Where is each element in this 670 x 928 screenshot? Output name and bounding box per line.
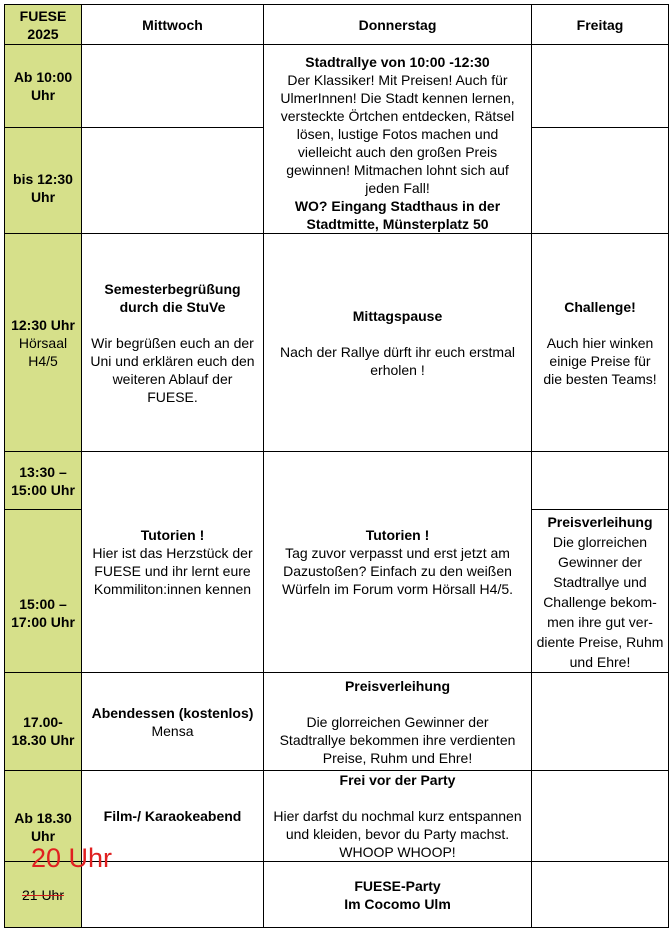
preisverleihung-donnerstag-title: Preisverleihung [344, 677, 451, 694]
abendessen-place: Mensa [151, 722, 194, 739]
row-1000 [5, 45, 669, 128]
time-1330: 13:30 – 15:00 Uhr [5, 452, 82, 510]
preisverleihung-freitag-cell [532, 510, 669, 673]
row-1700 [5, 673, 669, 771]
freitag-party-empty [532, 862, 669, 928]
tutorien-mittwoch-text: Hier ist das Herzstück der FUESE und ihr lernt eure Kommiliton:innen kennen [92, 545, 253, 597]
column-header-freitag: Freitag [532, 5, 669, 45]
tutorien-donnerstag-cell [264, 452, 532, 673]
challenge-cell [532, 234, 669, 452]
freitag-1830-empty [532, 771, 669, 862]
time-1500: 15:00 – 17:00 Uhr [5, 510, 82, 673]
tutorien-donnerstag-text: Tag zuvor verpasst und erst jetzt am Dazustoßen? Einfach zu den weißen Würfeln im Forum vorm Hörsall H4/5. [281, 545, 514, 597]
freitag-1330-empty [532, 452, 669, 510]
challenge-title: Challenge! [564, 298, 636, 315]
tutorien-donnerstag-title: Tutorien ! [365, 527, 430, 543]
frei-vor-party-title: Frei vor der Party [339, 772, 456, 788]
abendessen-title: Abendessen (kostenlos) [91, 704, 254, 721]
time-1000: Ab 10:00 Uhr [5, 45, 82, 128]
schedule-table [4, 4, 669, 928]
mittagspause-cell [264, 234, 532, 452]
time-bis-1230: bis 12:30 Uhr [5, 128, 82, 234]
rallye-cell [264, 45, 532, 234]
abendessen-cell [82, 673, 264, 771]
place-hoersaal: Hörsaal H4/5 [18, 334, 68, 369]
header-row [5, 5, 669, 45]
row-1330 [5, 452, 669, 510]
rallye-text: Der Klassiker! Mit Preisen! Auch für UlmerInnen! Die Stadt kennen lernen, versteckte Örtchen entdecken, Rätsel lösen, lustige Fotos machen und vielleicht auch den großen Preis gewinnen! Mitmachen lohnt sich auf jeden Fall! [280, 72, 515, 196]
begruessung-cell [82, 234, 264, 452]
time-1700: 17.00- 18.30 Uhr [5, 673, 82, 771]
party-title: FUESE-Party [354, 877, 441, 894]
preisverleihung-freitag-title: Preisverleihung [547, 514, 653, 530]
freitag-1700-empty [532, 673, 669, 771]
column-header-donnerstag: Donnerstag [264, 5, 532, 45]
mittagspause-text: Nach der Rallye dürft ihr euch erstmal erholen ! [280, 343, 515, 378]
time-1830: Ab 18.30 Uhr [5, 771, 82, 862]
row-1230 [5, 234, 669, 452]
frei-vor-party-cell [264, 771, 532, 862]
tutorien-mittwoch-cell [82, 452, 264, 673]
rallye-title: Stadtrallye von 10:00 -12:30 [305, 54, 490, 70]
time-20-correction: 20 Uhr [31, 843, 113, 873]
preisverleihung-freitag-text: Die glorreichen Gewinner der Stadtrallye und Challenge bekom-men ihre gut ver-diente Preise, Ruhm und Ehre! [536, 534, 664, 670]
frei-vor-party-text: Hier darfst du nochmal kurz entspannen und kleiden, bevor du Party machst. WHOOP WHOOP! [273, 808, 522, 860]
challenge-text: Auch hier winken einige Preise für die besten Teams! [543, 334, 657, 387]
rallye-location: WO? Eingang Stadthaus in der Stadtmitte, Münsterplatz 50 [294, 198, 501, 232]
mittwoch-bis-1230-empty [82, 128, 264, 234]
corner-cell: FUESE 2025 [5, 5, 82, 45]
begruessung-title: Semesterbegrüßung durch die StuVe [104, 280, 241, 315]
column-header-mittwoch: Mittwoch [82, 5, 264, 45]
party-place: Im Cocomo Ulm [344, 895, 451, 912]
mittwoch-1000-empty [82, 45, 264, 128]
mittagspause-title: Mittagspause [352, 307, 443, 324]
preisverleihung-donnerstag-text: Die glorreichen Gewinner der Stadtrallye bekommen ihre verdienten Preise, Ruhm und Ehre! [279, 713, 516, 766]
tutorien-mittwoch-title: Tutorien ! [140, 527, 205, 543]
freitag-bis-1230-empty [532, 128, 669, 234]
party-cell [264, 862, 532, 928]
time-1230-cell [5, 234, 82, 452]
time-1230: 12:30 Uhr [11, 316, 75, 333]
begruessung-text: Wir begrüßen euch an der Uni und erklären euch den weiteren Ablauf der FUESE. [90, 334, 255, 405]
film-karaoke-title: Film-/ Karaokeabend [103, 808, 242, 824]
preisverleihung-donnerstag-cell [264, 673, 532, 771]
time-21-struck: 21 Uhr [21, 886, 65, 903]
freitag-1000-empty [532, 45, 669, 128]
